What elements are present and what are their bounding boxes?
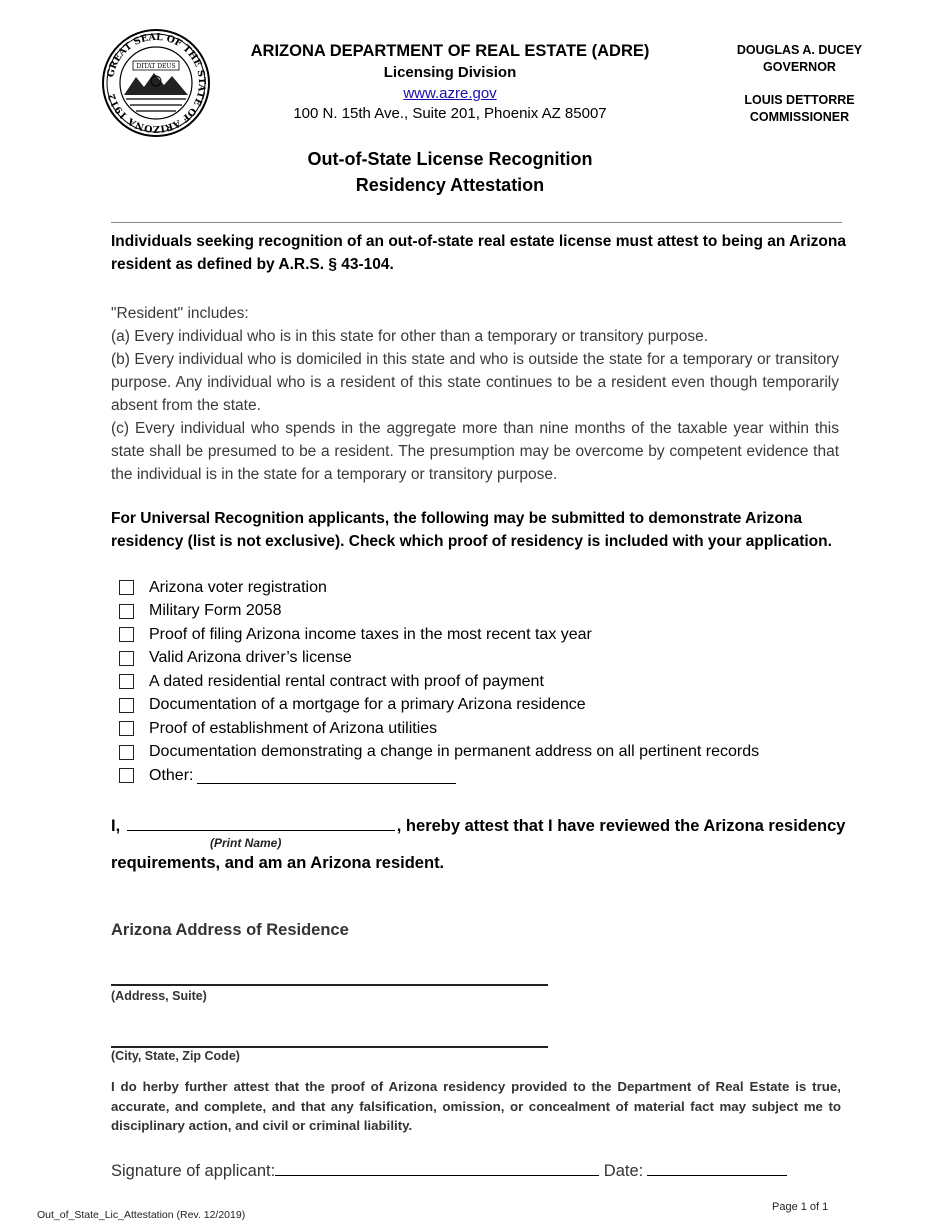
checklist-label: Arizona voter registration	[149, 578, 327, 596]
checkbox-voter-registration[interactable]	[119, 580, 134, 595]
other-label: Other:	[149, 766, 194, 784]
attest-prefix: I,	[111, 817, 121, 835]
resident-definition	[111, 302, 839, 486]
signature-label: Signature of applicant:	[111, 1162, 276, 1180]
address-field[interactable]	[111, 984, 548, 986]
resident-heading: "Resident" includes:	[111, 305, 249, 322]
checklist-label: Proof of establishment of Arizona utilities	[149, 719, 438, 737]
signature-row	[111, 1157, 787, 1181]
checklist-label: Documentation of a mortgage for a primary Arizona residence	[149, 696, 586, 714]
list-item	[119, 670, 859, 694]
proof-checklist	[119, 576, 859, 788]
form-title-line2: Residency Attestation	[355, 175, 545, 195]
attest-suffix: , hereby attest that I have reviewed the Arizona residency	[396, 817, 846, 835]
other-input[interactable]	[197, 767, 456, 784]
resident-clause-c: (c) Every individual who spends in the aggregate more than nine months of the taxable year within this state shall be presumed to be a resident. The presumption may be overcome by competent evidence that the individual is in the state for a temporary or transitory purpose.	[111, 420, 839, 483]
checklist-label: Documentation demonstrating a change in permanent address on all pertinent records	[149, 743, 760, 761]
form-title-line1: Out-of-State License Recognition	[307, 149, 593, 169]
print-name-label: (Print Name)	[210, 836, 282, 850]
governor-name: DOUGLAS A. DUCEY	[736, 43, 863, 57]
agency-name: ARIZONA DEPARTMENT OF REAL ESTATE (ADRE)	[250, 42, 650, 60]
checkbox-mortgage[interactable]	[119, 698, 134, 713]
address-label: (Address, Suite)	[111, 989, 207, 1003]
list-item	[119, 717, 859, 741]
city-state-zip-field[interactable]	[111, 1046, 548, 1048]
state-seal-logo	[100, 29, 212, 137]
checkbox-other[interactable]	[119, 768, 134, 783]
header-divider	[111, 222, 842, 223]
checkbox-drivers-license[interactable]	[119, 651, 134, 666]
checkbox-military-form[interactable]	[119, 604, 134, 619]
signature-field[interactable]	[275, 1157, 599, 1176]
address-heading: Arizona Address of Residence	[111, 921, 349, 939]
print-name-field[interactable]	[127, 812, 395, 831]
list-item	[119, 623, 859, 647]
resident-clause-a: (a) Every individual who is in this state for other than a temporary or transitory purpose.	[111, 328, 709, 345]
final-attestation: I do herby further attest that the proof of Arizona residency provided to the Department of Real Estate is true, accurate, and complete, and that any falsification, omission, or concealment of material fact may subject me to disciplinary action, and civil or criminal liability.	[111, 1079, 841, 1133]
city-state-zip-label: (City, State, Zip Code)	[111, 1049, 240, 1063]
governor-title: GOVERNOR	[763, 60, 836, 74]
intro-statement: Individuals seeking recognition of an out-of-state real estate license must attest to being an Arizona resident as defined by A.R.S. § 43-104.	[111, 233, 846, 273]
seal-ring-text: GREAT SEAL OF THE STATE OF ARIZONA 1912	[105, 31, 208, 135]
agency-address: 100 N. 15th Ave., Suite 201, Phoenix AZ 85007	[293, 105, 607, 122]
list-item	[119, 576, 859, 600]
list-item	[119, 600, 859, 624]
seal-motto: DITAT DEUS	[136, 63, 176, 70]
checkbox-rental-contract[interactable]	[119, 674, 134, 689]
commissioner-name: LOUIS DETTORRE	[744, 93, 855, 107]
commissioner-title: COMMISSIONER	[749, 110, 850, 124]
universal-recognition-instructions: For Universal Recognition applicants, the following may be submitted to demonstrate Arizona residency (list is not exclusive). Check which proof of residency is included with your application.	[111, 510, 832, 550]
list-item	[119, 764, 859, 788]
form-id: Out_of_State_Lic_Attestation (Rev. 12/2019)	[37, 1209, 246, 1221]
checklist-label: Proof of filing Arizona income taxes in the most recent tax year	[149, 625, 592, 643]
website-link[interactable]: www.azre.gov	[403, 85, 497, 102]
checklist-label: Valid Arizona driver’s license	[149, 649, 352, 667]
date-label: Date:	[603, 1162, 644, 1180]
officials-block	[712, 42, 887, 126]
checkbox-utilities[interactable]	[119, 721, 134, 736]
list-item	[119, 647, 859, 671]
checklist-label: Military Form 2058	[149, 602, 282, 620]
attest-line2: requirements, and am an Arizona resident.	[111, 854, 445, 872]
attestation-statement	[111, 812, 851, 838]
agency-header	[230, 40, 670, 124]
checklist-label: A dated residential rental contract with proof of payment	[149, 672, 544, 690]
page-number: Page 1 of 1	[772, 1201, 829, 1213]
form-title	[230, 146, 670, 198]
division-name: Licensing Division	[383, 64, 517, 81]
checkbox-income-taxes[interactable]	[119, 627, 134, 642]
resident-clause-b: (b) Every individual who is domiciled in this state and who is outside the state for a temporary or transitory purpose. Any individual who is a resident of this state continues to be a resident even though temporarily absent from the state.	[111, 351, 839, 414]
list-item	[119, 741, 859, 765]
list-item	[119, 694, 859, 718]
checkbox-address-change[interactable]	[119, 745, 134, 760]
date-field[interactable]	[647, 1157, 787, 1176]
